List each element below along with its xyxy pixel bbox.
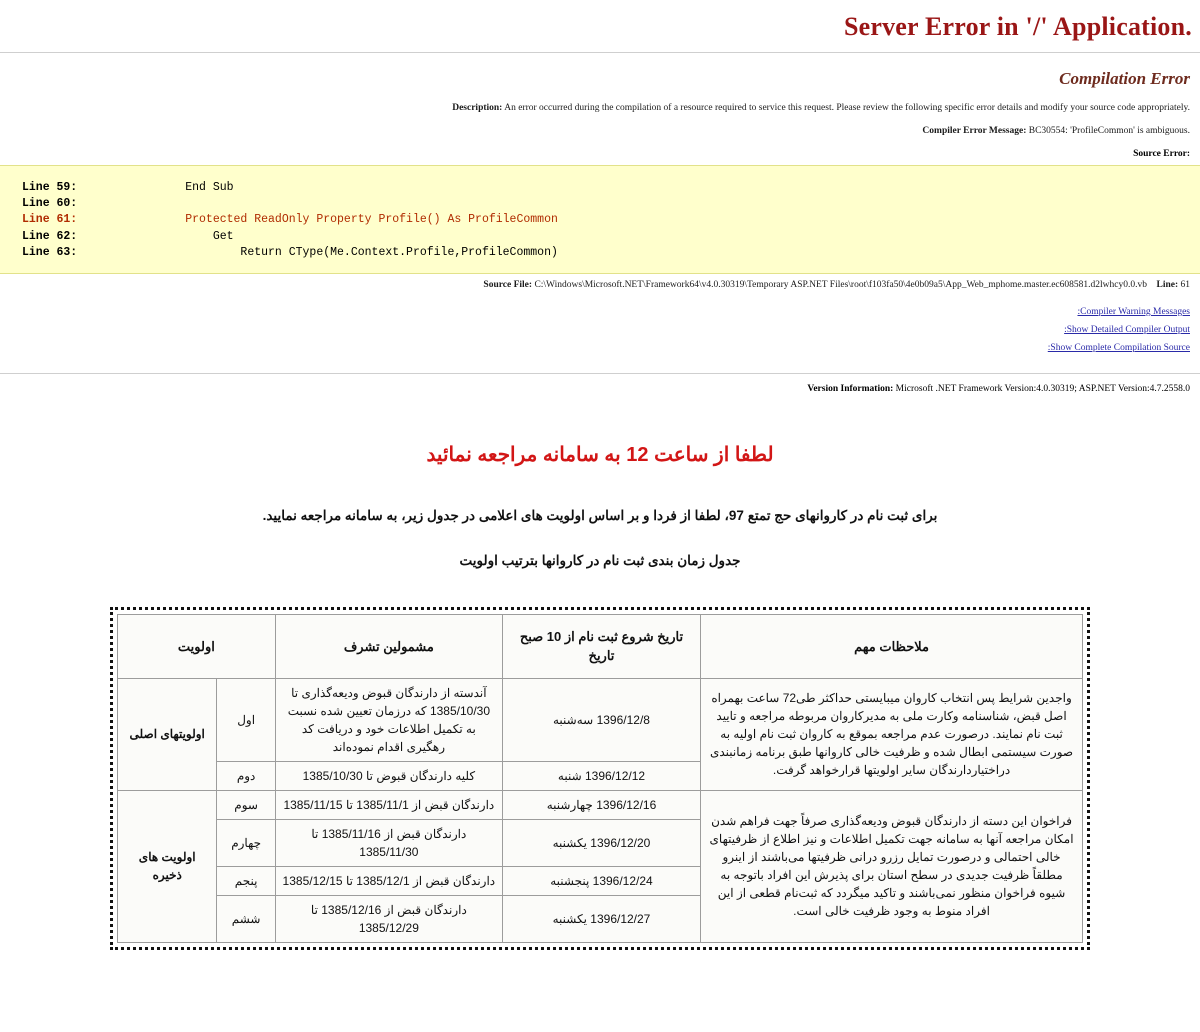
- source-code-box: [0, 165, 1200, 275]
- row-priority: سوم: [217, 790, 275, 819]
- header-notes: ملاحظات مهم: [701, 614, 1083, 678]
- error-links: [0, 297, 1200, 359]
- version-label: Version Information:: [807, 384, 894, 395]
- compiler-error-text: BC30554: 'ProfileCommon' is ambiguous.: [1028, 125, 1190, 136]
- group-label: اولویتهای اصلی: [118, 678, 217, 790]
- server-error-title: .Server Error in '/' Application: [843, 12, 1192, 41]
- header-start-date: تاریخ شروع ثبت نام از 10 صبح تاریخ: [502, 614, 700, 678]
- code-line: [22, 180, 1200, 196]
- notice-paragraph-1: برای ثبت نام در کاروانهای حج تمتع 97، لطفا از فردا و بر اساس اولویت های اعلامی در جدول زیر، به سامانه مراجعه نمایید.: [262, 508, 938, 524]
- code-line-text: Return CType(Me.Context.Profile,ProfileCommon): [130, 245, 558, 259]
- code-line-number: Line 60:: [22, 196, 78, 210]
- compiler-error-label: Compiler Error Message:: [922, 125, 1027, 136]
- row-start-date: 1396/12/24 پنجشنبه: [502, 866, 700, 895]
- row-priority: ششم: [217, 895, 275, 942]
- header-priority: اولویت: [118, 614, 276, 678]
- group-label: اولویت های ذخیره: [118, 790, 217, 942]
- row-start-date: 1396/12/27 یکشنبه: [502, 895, 700, 942]
- table-row: [118, 678, 1083, 761]
- row-priority: پنجم: [217, 866, 275, 895]
- row-eligible: آندسته از دارندگان قبوض ودیعه‌گذاری تا 1385/10/30 که درزمان تعیین شده نسبت به تکمیل اطلاعات خود و دریافت کد رهگیری اقدام نموده‌اند: [275, 678, 502, 761]
- schedule-table-body: [118, 678, 1083, 942]
- show-detailed-compiler-output-link[interactable]: :Show Detailed Compiler Output: [1064, 325, 1190, 336]
- table-header-row: [118, 614, 1083, 678]
- schedule-table-head: [118, 614, 1083, 678]
- code-line-number: Line 62:: [22, 229, 78, 243]
- schedule-table: [117, 614, 1083, 943]
- show-complete-compilation-source-link[interactable]: :Show Complete Compilation Source: [1047, 343, 1190, 354]
- compilation-error-subtitle: Compilation Error: [1059, 69, 1190, 88]
- row-eligible: دارندگان قبض از 1385/11/1 تا 1385/11/15: [275, 790, 502, 819]
- row-eligible: دارندگان قبض از 1385/12/1 تا 1385/12/15: [275, 866, 502, 895]
- line-value: 61: [1180, 280, 1190, 291]
- row-priority: دوم: [217, 761, 275, 790]
- row-start-date: 1396/12/20 یکشنبه: [502, 819, 700, 866]
- source-error-label: :Source Error: [1133, 148, 1190, 159]
- notice-headline: لطفا از ساعت 12 به سامانه مراجعه نمائید: [426, 444, 774, 467]
- description-text: An error occurred during the compilation of a resource required to service this request. Please review the following specific error details and modify your source code appropriately.: [504, 103, 1190, 113]
- code-line: [22, 196, 1200, 212]
- code-line-number: Line 61:: [22, 213, 78, 227]
- row-priority: چهارم: [217, 819, 275, 866]
- code-line-text: Get: [130, 229, 234, 243]
- source-file-line: [0, 274, 1200, 297]
- group-note: واجدین شرایط پس انتخاب کاروان میبایستی حداکثر طی72 ساعت بهمراه اصل قبض، شناسنامه وکارت ملی به مدیرکاروان مربوطه مراجعه و تایید ثبت نام نمایند. درصورت عدم مراجعه بموقع به کاروان ثبت نام اولیه به صورت سیستمی ابطال شده و ظرفیت خالی کاروانها طبق برنامه زمانبندی دراختیاردارندگان سایر اولویتها قرارخواهد گرفت.: [701, 678, 1083, 790]
- source-file-path: C:\Windows\Microsoft.NET\Framework64\v4.0.30319\Temporary ASP.NET Files\root\f103fa50\4e0b09a5\App_Web_mphome.master.ec608581.d2lwhcy0.0.vb: [534, 280, 1147, 291]
- code-line-highlighted: [22, 212, 1200, 228]
- row-start-date: 1396/12/12 شنبه: [502, 761, 700, 790]
- row-priority: اول: [217, 678, 275, 761]
- error-description-line: [0, 97, 1200, 120]
- version-text: Microsoft .NET Framework Version:4.0.30319; ASP.NET Version:4.7.2558.0: [895, 384, 1190, 395]
- row-start-date: 1396/12/8 سه‌شنبه: [502, 678, 700, 761]
- row-eligible: دارندگان قبض از 1385/11/16 تا 1385/11/30: [275, 819, 502, 866]
- row-start-date: 1396/12/16 چهارشنبه: [502, 790, 700, 819]
- schedule-table-wrapper: [110, 607, 1090, 950]
- code-line: [22, 245, 1200, 261]
- line-label: Line:: [1156, 280, 1179, 291]
- source-file-label: Source File:: [483, 280, 533, 291]
- source-code: [0, 180, 1200, 262]
- header-eligible: مشمولین تشرف: [275, 614, 502, 678]
- code-line-number: Line 63:: [22, 245, 78, 259]
- notice-section: [0, 402, 1200, 593]
- notice-paragraph-2: جدول زمان بندی ثبت نام در کاروانها بترتیب اولویت: [459, 553, 741, 569]
- code-line: [22, 229, 1200, 245]
- code-line-number: Line 59:: [22, 180, 78, 194]
- code-line-text: End Sub: [130, 180, 234, 194]
- row-eligible: دارندگان قبض از 1385/12/16 تا 1385/12/29: [275, 895, 502, 942]
- description-label: Description:: [452, 103, 503, 113]
- row-eligible: کلیه دارندگان قبوض تا 1385/10/30: [275, 761, 502, 790]
- table-row: [118, 790, 1083, 819]
- compiler-error-line: [0, 120, 1200, 143]
- version-information-line: [0, 373, 1200, 402]
- code-line-text: Protected ReadOnly Property Profile() As ProfileCommon: [130, 213, 558, 227]
- group-note: فراخوان این دسته از دارندگان قبوض ودیعه‌گذاری صرفاً جهت فراهم شدن امکان مراجعه آنها به سامانه جهت تکمیل اطلاعات و نیز اطلاع از ظرفیتهای خالی احتمالی و درصورت تمایل رزرو درانی ظرفیتها می‌باشند از اینرو مطلقاً ظرفیت جدیدی در سطح استان برای پذیرش این افراد باتوجه به شیوه فراخوان منظور نمی‌باشند و تاکید میگردد که ثبت‌نام قطعی از این افراد منوط به وجود ظرفیت خالی است.: [701, 790, 1083, 942]
- server-error-block: [0, 0, 1200, 402]
- compiler-warning-messages-link[interactable]: :Compiler Warning Messages: [1077, 307, 1190, 318]
